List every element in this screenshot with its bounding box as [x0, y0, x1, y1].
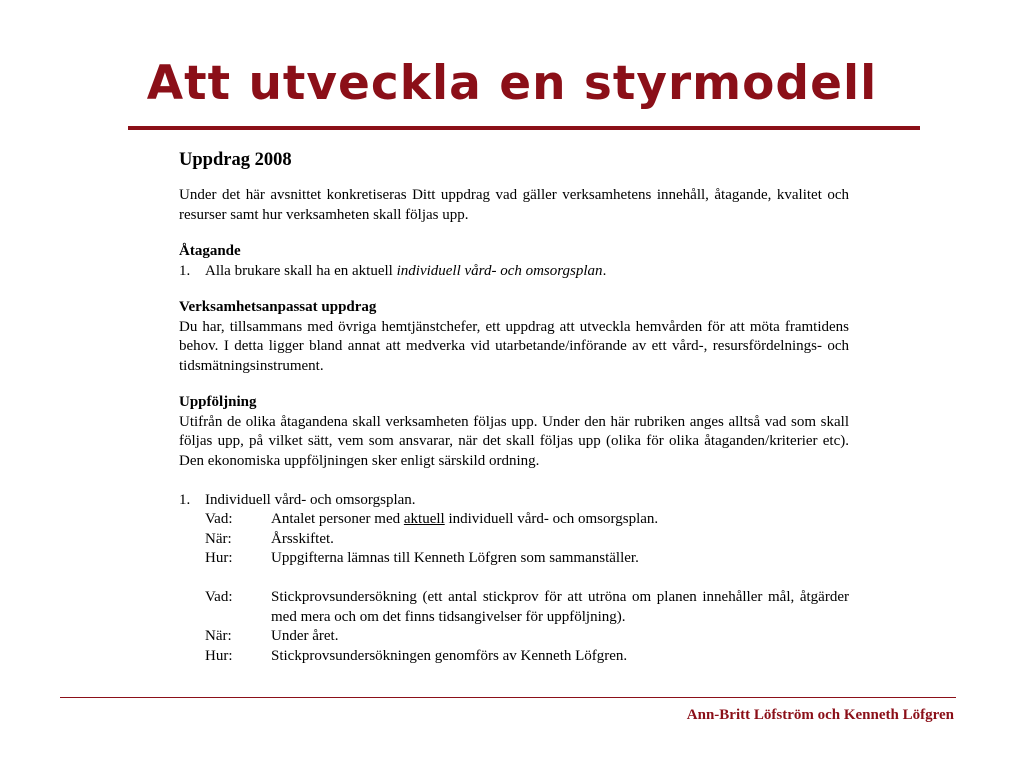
followup-row-vad-2	[179, 588, 849, 627]
hur-text: Stickprovsundersökningen genomförs av Kenneth Löfgren.	[271, 647, 628, 664]
section-verksamhet	[179, 298, 849, 376]
nar-label: När:	[205, 628, 232, 644]
followup-row-nar-1	[179, 530, 849, 550]
vad-label: Vad:	[205, 589, 233, 605]
vad-text: Stickprovsundersökning (ett antal stickprov för att utröna om planen innehåller mål, åtgärder med mera och om det finns tidsangivelser för uppföljning).	[271, 589, 849, 625]
nar-label: När:	[205, 530, 232, 547]
vad-text-before: Antalet personer med	[271, 511, 404, 527]
atagande-item-number: 1.	[179, 262, 191, 279]
section-heading-uppdrag: Uppdrag 2008	[179, 150, 292, 170]
followup-row-hur-2	[179, 647, 849, 667]
footer-authors: Ann-Britt Löfström och Kenneth Löfgren	[686, 707, 954, 723]
slide-title: Att utveckla en styrmodell	[146, 56, 878, 111]
spacer	[179, 471, 849, 491]
vad-text	[271, 510, 849, 530]
section-uppfoljning	[179, 393, 849, 471]
intro-paragraph: Under det här avsnittet konkretiseras Ditt uppdrag vad gäller verksamhetens innehåll, åtagande, kvalitet och resurser samt hur verksamheten skall följas upp.	[179, 187, 849, 223]
followup-item-number: 1.	[179, 491, 191, 508]
vad-text-underlined: aktuell	[403, 511, 445, 527]
atagande-list-item	[179, 262, 849, 282]
nar-text: Under året.	[271, 628, 339, 644]
hur-label: Hur:	[205, 550, 233, 566]
atagande-item-italic: individuell vård- och omsorgsplan	[396, 262, 603, 279]
atagande-item-plain: Alla brukare skall ha en aktuell	[205, 262, 397, 279]
uppfoljning-paragraph: Utifrån de olika åtagandena skall verksamheten följas upp. Under den här rubriken anges alltså vad som skall följas upp, på vilket sätt, vem som ansvarar, när det skall följas upp (olika för olika åtaganden/kriterier etc). Den ekonomiska uppföljningen sker enligt särskild ordning.	[179, 413, 849, 469]
footer-divider	[60, 697, 956, 698]
atagande-item-text	[205, 262, 849, 282]
followup-list-item	[179, 491, 849, 511]
atagande-item-end: .	[602, 262, 607, 279]
hur-label: Hur:	[205, 647, 233, 664]
uppfoljning-heading: Uppföljning	[179, 394, 257, 410]
hur-text: Uppgifterna lämnas till Kenneth Löfgren som sammanställer.	[271, 550, 639, 566]
spacer	[179, 569, 849, 589]
atagande-heading: Åtagande	[179, 243, 241, 259]
title-divider	[128, 126, 920, 130]
followup-row-nar-2	[179, 627, 849, 647]
vad-label: Vad:	[205, 511, 233, 527]
nar-text: Årsskiftet.	[271, 530, 334, 547]
verksamhet-heading: Verksamhetsanpassat uppdrag	[179, 299, 377, 315]
section-atagande	[179, 242, 849, 281]
vad-text-after: individuell vård- och omsorgsplan.	[444, 511, 659, 527]
slide-content	[179, 149, 849, 666]
followup-row-vad-1	[179, 510, 849, 530]
followup-row-hur-1	[179, 549, 849, 569]
verksamhet-paragraph: Du har, tillsammans med övriga hemtjänstchefer, ett uppdrag att utveckla hemvården för att möta framtidens behov. I detta ligger bland annat att medverka vid utarbetande/införande av ett vård-, resursfördelnings- och tidsmätningsinstrument.	[179, 318, 849, 374]
followup-item-title: Individuell vård- och omsorgsplan.	[205, 491, 416, 508]
